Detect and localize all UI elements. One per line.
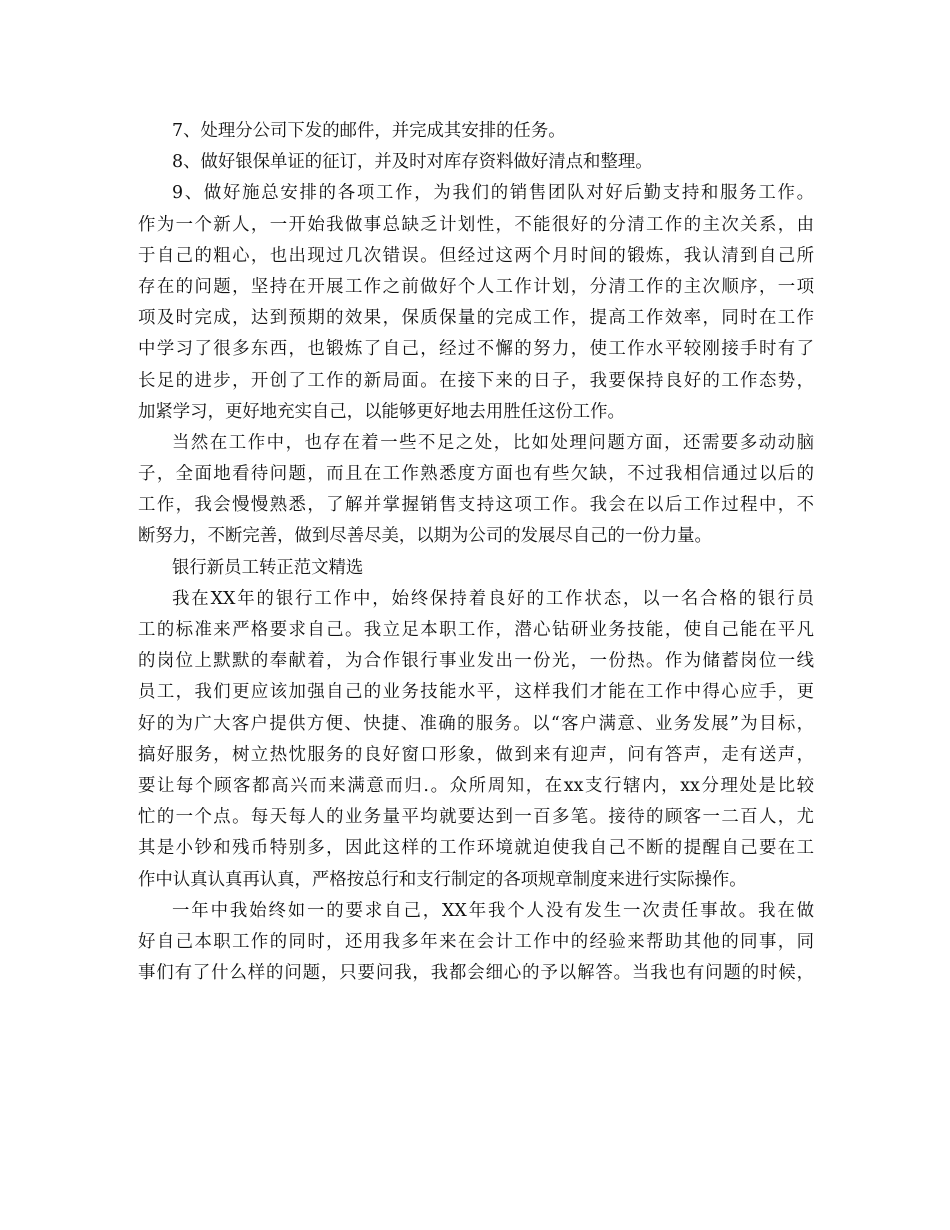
text-line: 于自己的粗心，也出现过几次错误。但经过这两个月时间的锻炼，我认清到自己所 [138, 245, 814, 266]
text-line: 好自己本职工作的同时，还用我多年来在会计工作中的经验来帮助其他的同事，同 [138, 931, 814, 952]
text-line: 忙的一个点。每天每人的业务量平均就要达到一百多笔。接待的顾客一二百人，尤 [138, 807, 814, 828]
text-line: 长足的进步，开创了工作的新局面。在接下来的日子，我要保持良好的工作态势， [138, 370, 814, 391]
text-line: 的岗位上默默的奉献着，为合作银行事业发出一份光，一份热。作为储蓄岗位一线 [138, 651, 814, 672]
text-line: 员工，我们更应该加强自己的业务技能水平，这样我们才能在工作中得心应手，更 [138, 682, 814, 703]
text-line: 搞好服务，树立热忱服务的良好窗口形象，做到来有迎声，问有答声，走有送声， [138, 744, 814, 765]
text-line: 工的标准来严格要求自己。我立足本职工作，潜心钻研业务技能，使自己能在平凡 [138, 620, 814, 640]
text-line: 工作，我会慢慢熟悉，了解并掌握销售支持这项工作。我会在以后工作过程中，不 [138, 495, 814, 516]
text-line: 9、做好施总安排的各项工作，为我们的销售团队对好后勤支持和服务工作。 [172, 183, 814, 204]
text-line: 我在XX年的银行工作中，始终保持着良好的工作状态，以一名合格的银行员 [172, 588, 814, 609]
text-line: 作为一个新人，一开始我做事总缺乏计划性，不能很好的分清工作的主次关系，由 [138, 214, 814, 235]
text-line: 银行新员工转正范文精选 [172, 557, 364, 578]
text-line: 中学习了很多东西，也锻炼了自己，经过不懈的努力，使工作水平较刚接手时有了 [138, 339, 814, 360]
text-line: 好的为广大客户提供方便、快捷、准确的服务。以“客户满意、业务发展”为目标， [138, 713, 814, 734]
text-line: 其是小钞和残币特别多，因此这样的工作环境就迫使我自己不断的提醒自己要在工 [138, 838, 814, 859]
text-line: 事们有了什么样的问题，只要问我，我都会细心的予以解答。当我也有问题的时候， [138, 963, 814, 984]
text-line: 断努力，不断完善，做到尽善尽美，以期为公司的发展尽自己的一份力量。 [138, 526, 712, 547]
text-line: 作中认真认真再认真，严格按总行和支行制定的各项规章制度来进行实际操作。 [138, 869, 747, 890]
text-line: 当然在工作中，也存在着一些不足之处，比如处理问题方面，还需要多动动脑 [172, 432, 814, 453]
text-line: 子，全面地看待问题，而且在工作熟悉度方面也有些欠缺，不过我相信通过以后的 [138, 464, 814, 485]
text-line: 存在的问题，坚持在开展工作之前做好个人工作计划，分清工作的主次顺序，一项 [138, 276, 814, 297]
text-line: 8、做好银保单证的征订，并及时对库存资料做好清点和整理。 [172, 152, 653, 173]
text-line: 一年中我始终如一的要求自己，XX年我个人没有发生一次责任事故。我在做 [172, 900, 814, 921]
text-line: 项及时完成，达到预期的效果，保质保量的完成工作，提高工作效率，同时在工作 [138, 308, 814, 329]
text-line: 加紧学习，更好地充实自己，以能够更好地去用胜任这份工作。 [138, 401, 625, 422]
text-line: 要让每个顾客都高兴而来满意而归.。众所周知，在xx支行辖内，xx分理处是比较 [138, 775, 814, 796]
text-line: 7、处理分公司下发的邮件，并完成其安排的任务。 [172, 121, 566, 141]
document-body [138, 116, 814, 989]
